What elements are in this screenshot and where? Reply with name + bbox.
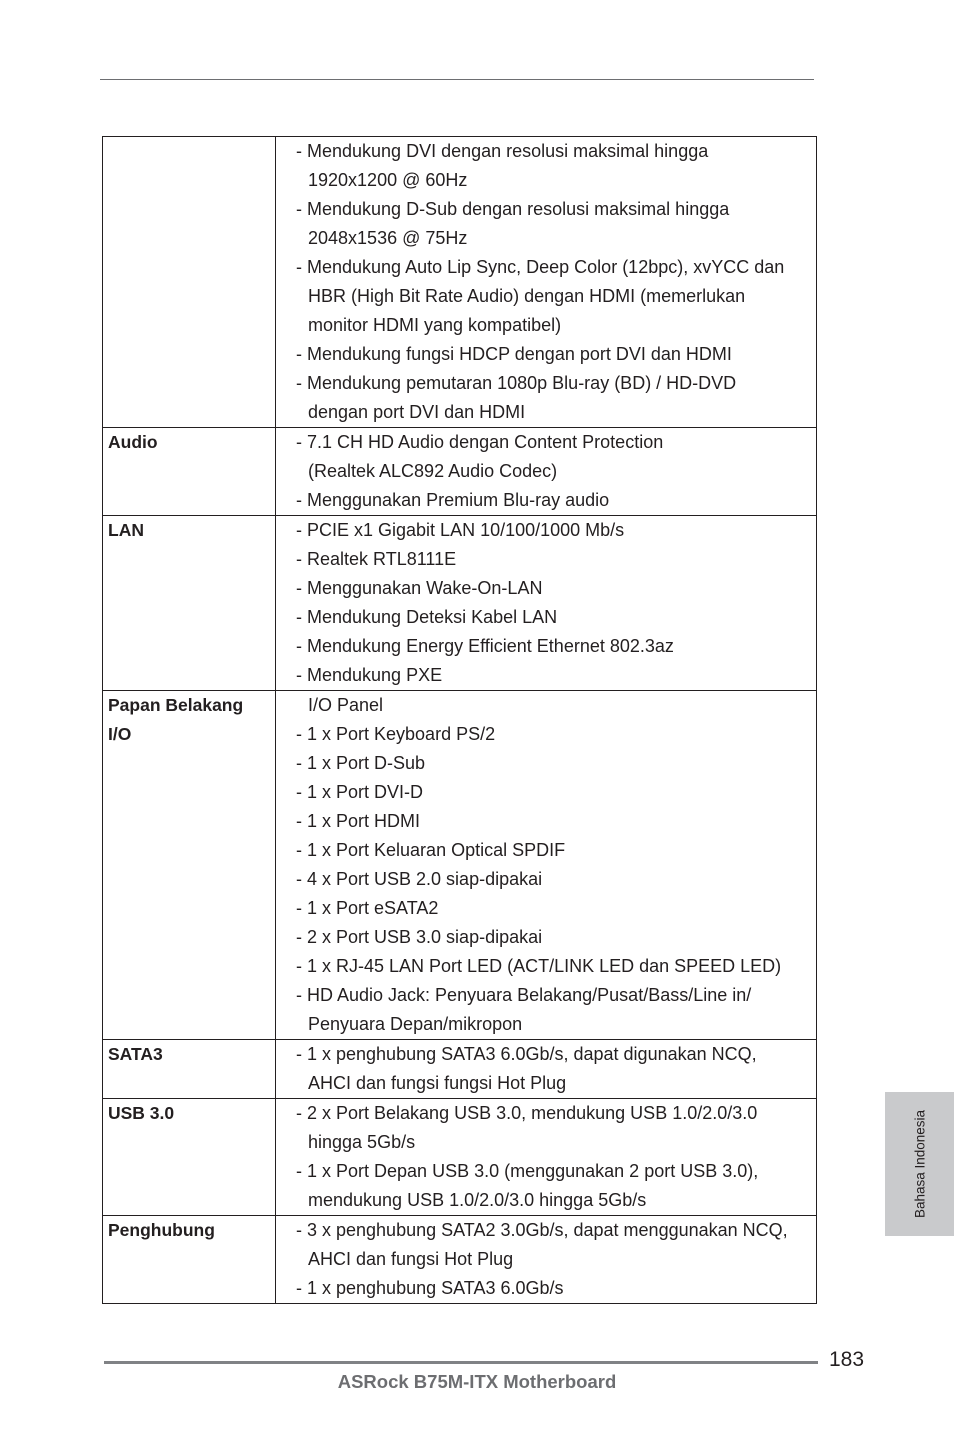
language-side-tab	[885, 1092, 954, 1236]
spec-value-line: 2048x1536 @ 75Hz	[308, 228, 468, 248]
spec-value-line: hingga 5Gb/s	[308, 1132, 416, 1152]
spec-value-line: - Menggunakan Premium Blu-ray audio	[296, 490, 610, 510]
spec-value-line: - Mendukung Energy Efficient Ethernet 802.3az	[296, 636, 674, 656]
spec-table	[102, 136, 817, 1304]
spec-value-line: (Realtek ALC892 Audio Codec)	[308, 461, 558, 481]
page-number: 183	[829, 1348, 865, 1371]
spec-row	[103, 1040, 817, 1099]
spec-value-line: HBR (High Bit Rate Audio) dengan HDMI (memerlukan	[308, 286, 746, 306]
spec-value-line: - 1 x Port DVI-D	[296, 782, 424, 802]
spec-value-line: - 2 x Port USB 3.0 siap-dipakai	[296, 927, 543, 947]
spec-value-line: - PCIE x1 Gigabit LAN 10/100/1000 Mb/s	[296, 520, 625, 540]
spec-value-line: AHCI dan fungsi fungsi Hot Plug	[308, 1073, 567, 1093]
footer-rule	[104, 1361, 818, 1364]
spec-label-cell	[103, 1099, 276, 1216]
spec-value-cell	[276, 428, 817, 516]
spec-value-line: - Mendukung Deteksi Kabel LAN	[296, 607, 558, 627]
spec-label-cell	[103, 516, 276, 691]
spec-value-cell	[276, 1040, 817, 1099]
spec-value-line: - 1 x Port Keyboard PS/2	[296, 724, 496, 744]
spec-label: LAN	[108, 520, 144, 540]
spec-value-line: - HD Audio Jack: Penyuara Belakang/Pusat/Bass/Line in/	[296, 985, 752, 1005]
spec-value-line: dengan port DVI dan HDMI	[308, 402, 526, 422]
spec-label: Audio	[108, 432, 158, 452]
spec-row	[103, 516, 817, 691]
spec-value-line: - Menggunakan Wake-On-LAN	[296, 578, 543, 598]
spec-value-line: - 3 x penghubung SATA2 3.0Gb/s, dapat menggunakan NCQ,	[296, 1220, 788, 1240]
spec-value-line: - 1 x RJ-45 LAN Port LED (ACT/LINK LED dan SPEED LED)	[296, 956, 782, 976]
spec-value-line: AHCI dan fungsi Hot Plug	[308, 1249, 514, 1269]
spec-value-line: - Mendukung DVI dengan resolusi maksimal hingga	[296, 141, 709, 161]
spec-value-line: - 1 x penghubung SATA3 6.0Gb/s	[296, 1278, 564, 1298]
spec-label-cell	[103, 428, 276, 516]
spec-value-cell	[276, 1099, 817, 1216]
spec-row	[103, 1099, 817, 1216]
spec-value-line: - 1 x Port D-Sub	[296, 753, 426, 773]
spec-label: Penghubung	[108, 1220, 215, 1240]
spec-label-cell	[103, 1216, 276, 1304]
spec-value-line: - 7.1 CH HD Audio dengan Content Protection	[296, 432, 664, 452]
spec-value-cell	[276, 1216, 817, 1304]
spec-value-line: - Mendukung Auto Lip Sync, Deep Color (12bpc), xvYCC dan	[296, 257, 785, 277]
spec-value-line: mendukung USB 1.0/2.0/3.0 hingga 5Gb/s	[308, 1190, 647, 1210]
spec-value-line: - 4 x Port USB 2.0 siap-dipakai	[296, 869, 543, 889]
footer-title: ASRock B75M-ITX Motherboard	[337, 1371, 617, 1392]
spec-value-line: - 1 x Port Depan USB 3.0 (menggunakan 2 port USB 3.0),	[296, 1161, 759, 1181]
spec-value-line: monitor HDMI yang kompatibel)	[308, 315, 562, 335]
spec-value-cell	[276, 137, 817, 428]
spec-value-line: - 1 x Port HDMI	[296, 811, 421, 831]
spec-label: SATA3	[108, 1044, 163, 1064]
spec-value-cell	[276, 691, 817, 1040]
spec-row	[103, 137, 817, 428]
spec-label-cell	[103, 137, 276, 428]
spec-label-cell	[103, 691, 276, 1040]
language-side-tab-label: Bahasa Indonesia	[912, 1109, 927, 1219]
spec-value-line: - 1 x Port Keluaran Optical SPDIF	[296, 840, 566, 860]
spec-value-line: - 1 x Port eSATA2	[296, 898, 439, 918]
spec-value-line: 1920x1200 @ 60Hz	[308, 170, 468, 190]
spec-value-line: - Mendukung D-Sub dengan resolusi maksimal hingga	[296, 199, 730, 219]
spec-value-line: - 1 x penghubung SATA3 6.0Gb/s, dapat digunakan NCQ,	[296, 1044, 757, 1064]
spec-label: I/O	[108, 724, 132, 744]
spec-value-line: - Mendukung fungsi HDCP dengan port DVI dan HDMI	[296, 344, 732, 364]
header-rule	[100, 79, 814, 80]
spec-row	[103, 1216, 817, 1304]
spec-value-line: Penyuara Depan/mikropon	[308, 1014, 523, 1034]
spec-value-line: - 2 x Port Belakang USB 3.0, mendukung USB 1.0/2.0/3.0	[296, 1103, 758, 1123]
spec-table-body	[103, 137, 817, 1304]
spec-row	[103, 691, 817, 1040]
spec-value-line: - Mendukung pemutaran 1080p Blu-ray (BD) / HD-DVD	[296, 373, 737, 393]
spec-value-line: I/O Panel	[308, 695, 384, 715]
spec-value-cell	[276, 516, 817, 691]
spec-label-cell	[103, 1040, 276, 1099]
spec-label: Papan Belakang	[108, 695, 244, 715]
spec-value-line: - Mendukung PXE	[296, 665, 443, 685]
spec-label: USB 3.0	[108, 1103, 175, 1123]
spec-row	[103, 428, 817, 516]
spec-value-line: - Realtek RTL8111E	[296, 549, 457, 569]
